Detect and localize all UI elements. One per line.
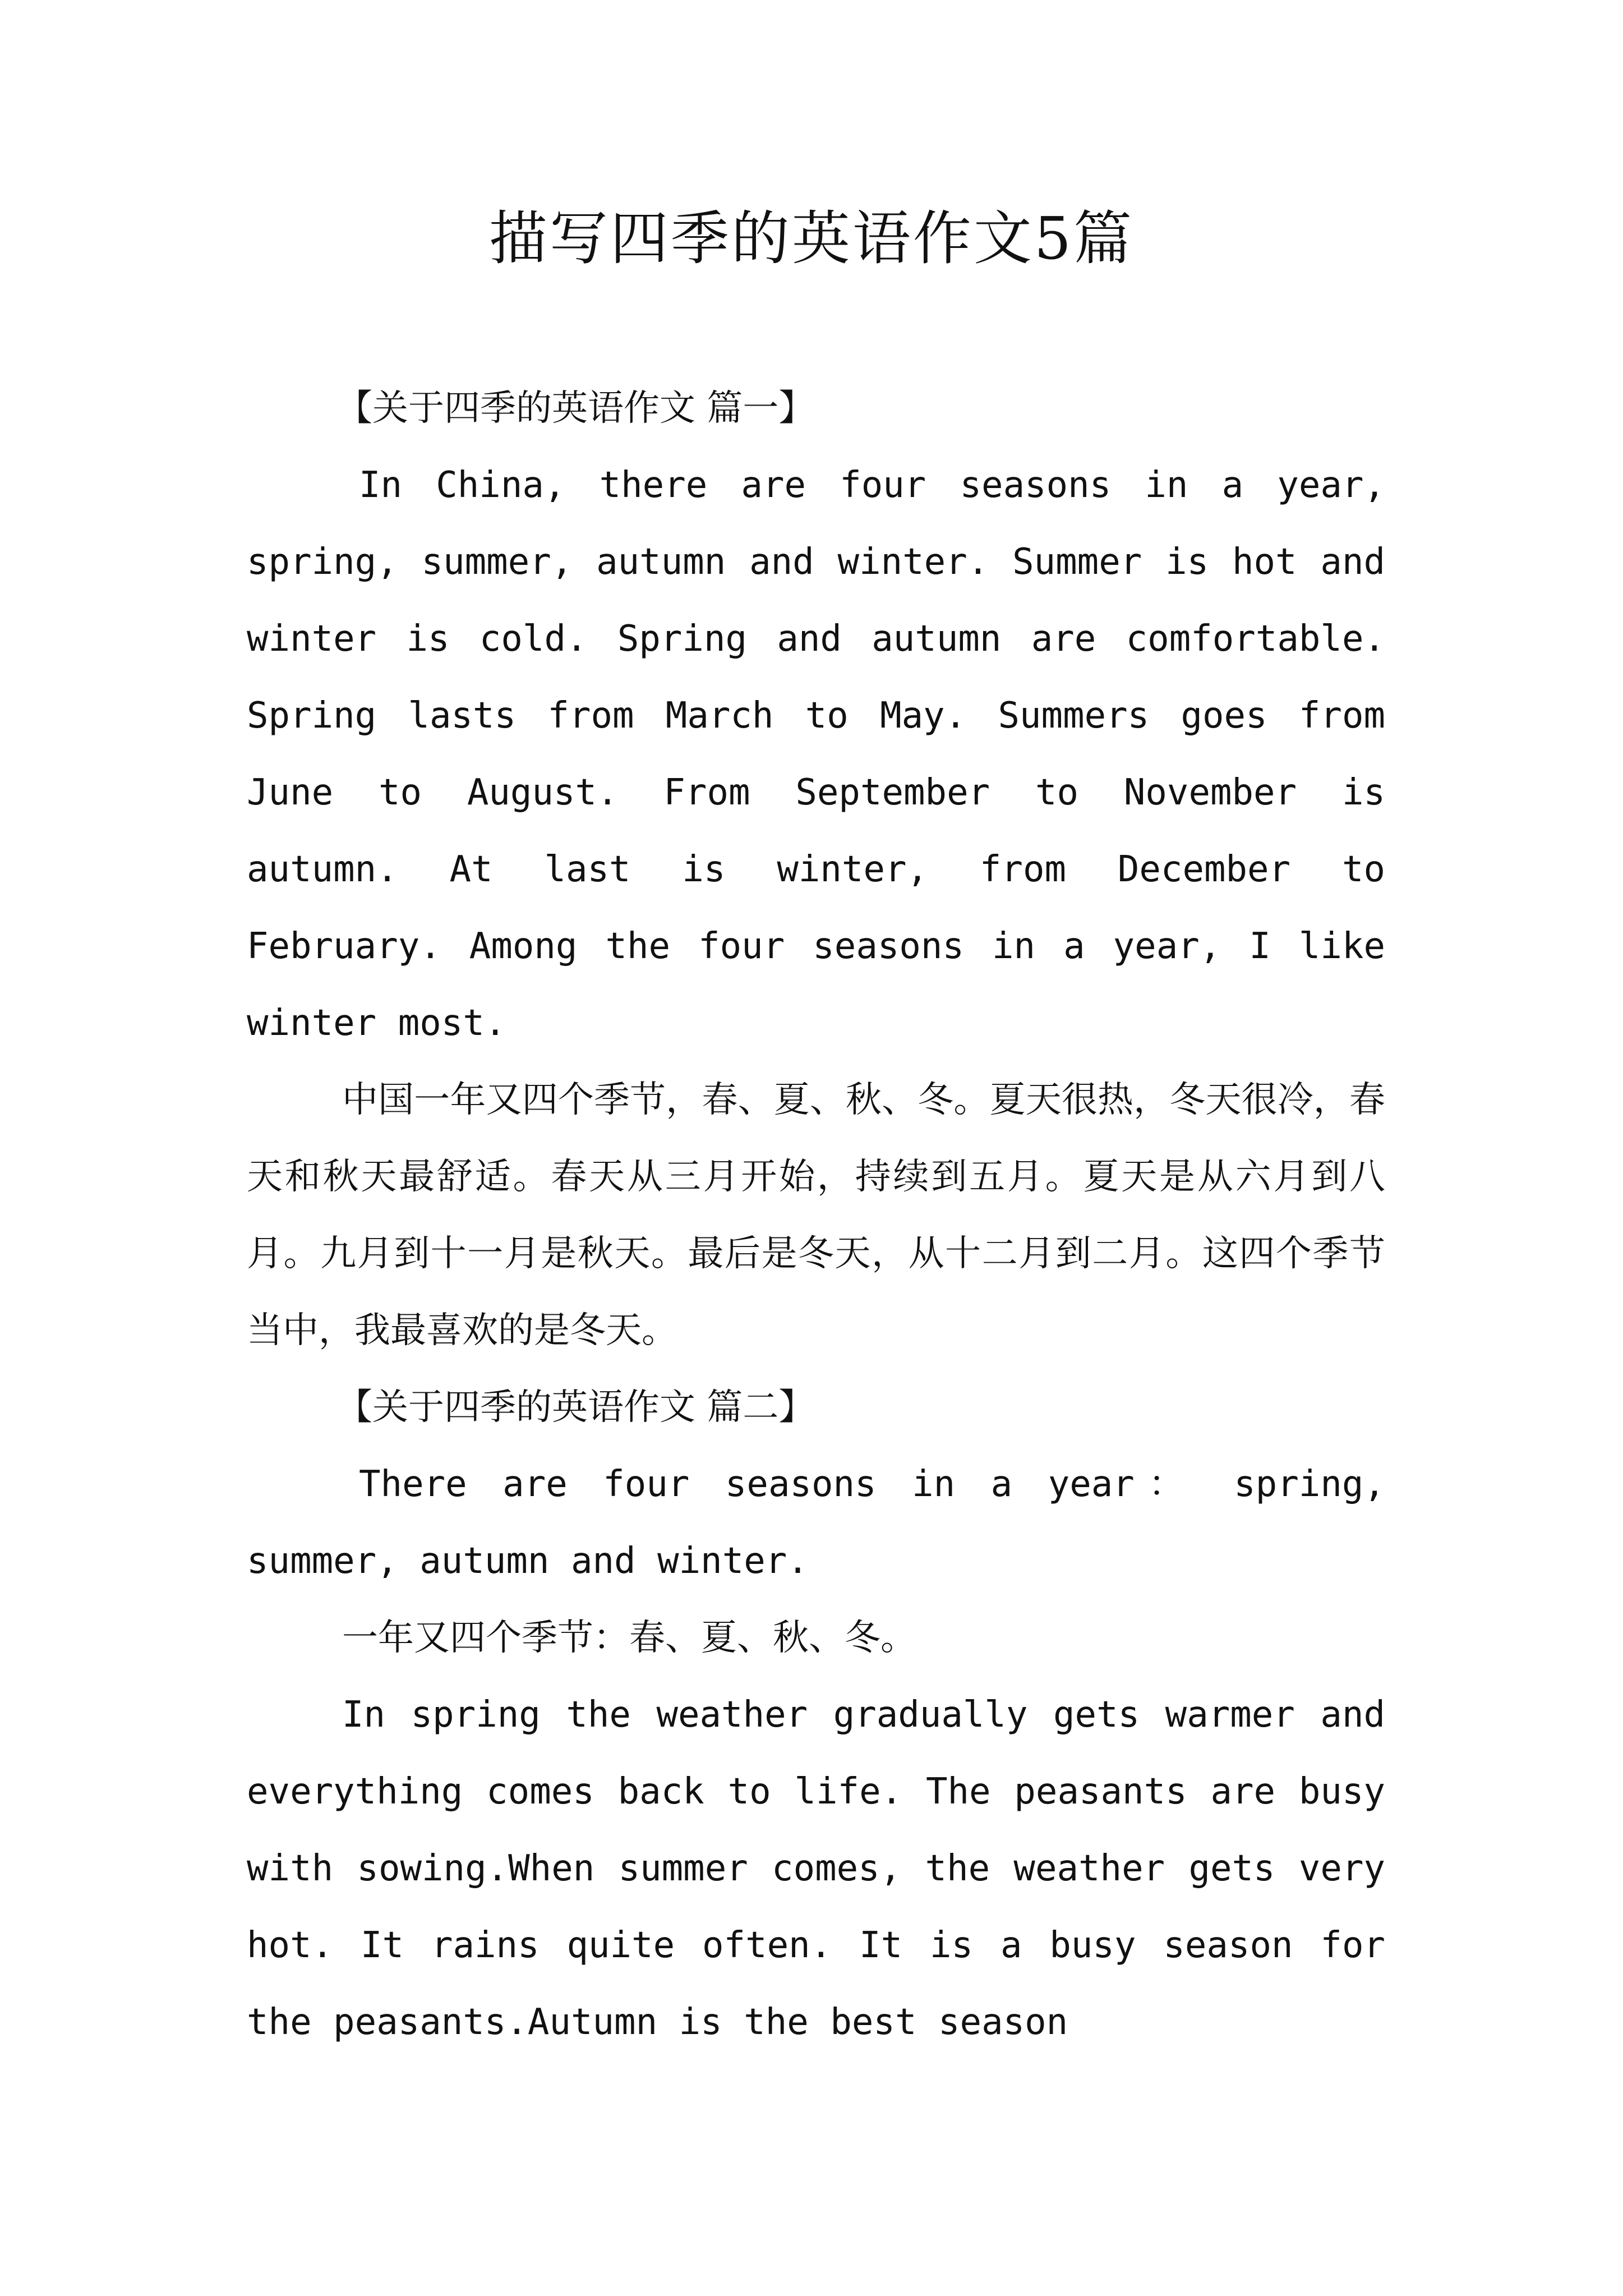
section-heading-1: 【关于四季的英语作文 篇一】	[336, 388, 815, 429]
section-heading-2: 【关于四季的英语作文 篇二】	[336, 1387, 815, 1428]
section-2-chinese-paragraph: 一年又四个季节：春、夏、秋、冬。	[342, 1617, 916, 1659]
section-1-english-paragraph: In China, there are four seasons in a year, spring, summer, autumn and winter. Summer is hot and winter is cold. Spring and autumn are comfortable. Spring lasts from March to May. Summers goes from June to August. From September to November is autumn. At last is winter, from December to February. Among the four seasons in a year, I like winter most.	[247, 464, 1385, 1044]
section-2-english-paragraph-2: In spring the weather gradually gets warmer and everything comes back to life. The peasants are busy with sowing.When summer comes, the weather gets very hot. It rains quite often. It is a busy season for the peasants.Autumn is the best season	[247, 1694, 1385, 2043]
document-body	[247, 370, 1385, 2061]
document-title: 描写四季的英语作文5篇	[488, 204, 1135, 273]
section-1-chinese-paragraph: 中国一年又四个季节，春、夏、秋、冬。夏天很热，冬天很冷，春天和秋天最舒适。春天从三月开始，持续到五月。夏天是从六月到八月。九月到十一月是秋天。最后是冬天，从十二月到二月。这四个季节当中，我最喜欢的是冬天。	[247, 1079, 1385, 1351]
section-2-english-paragraph: There are four seasons in a year： spring, summer, autumn and winter.	[247, 1464, 1385, 1582]
